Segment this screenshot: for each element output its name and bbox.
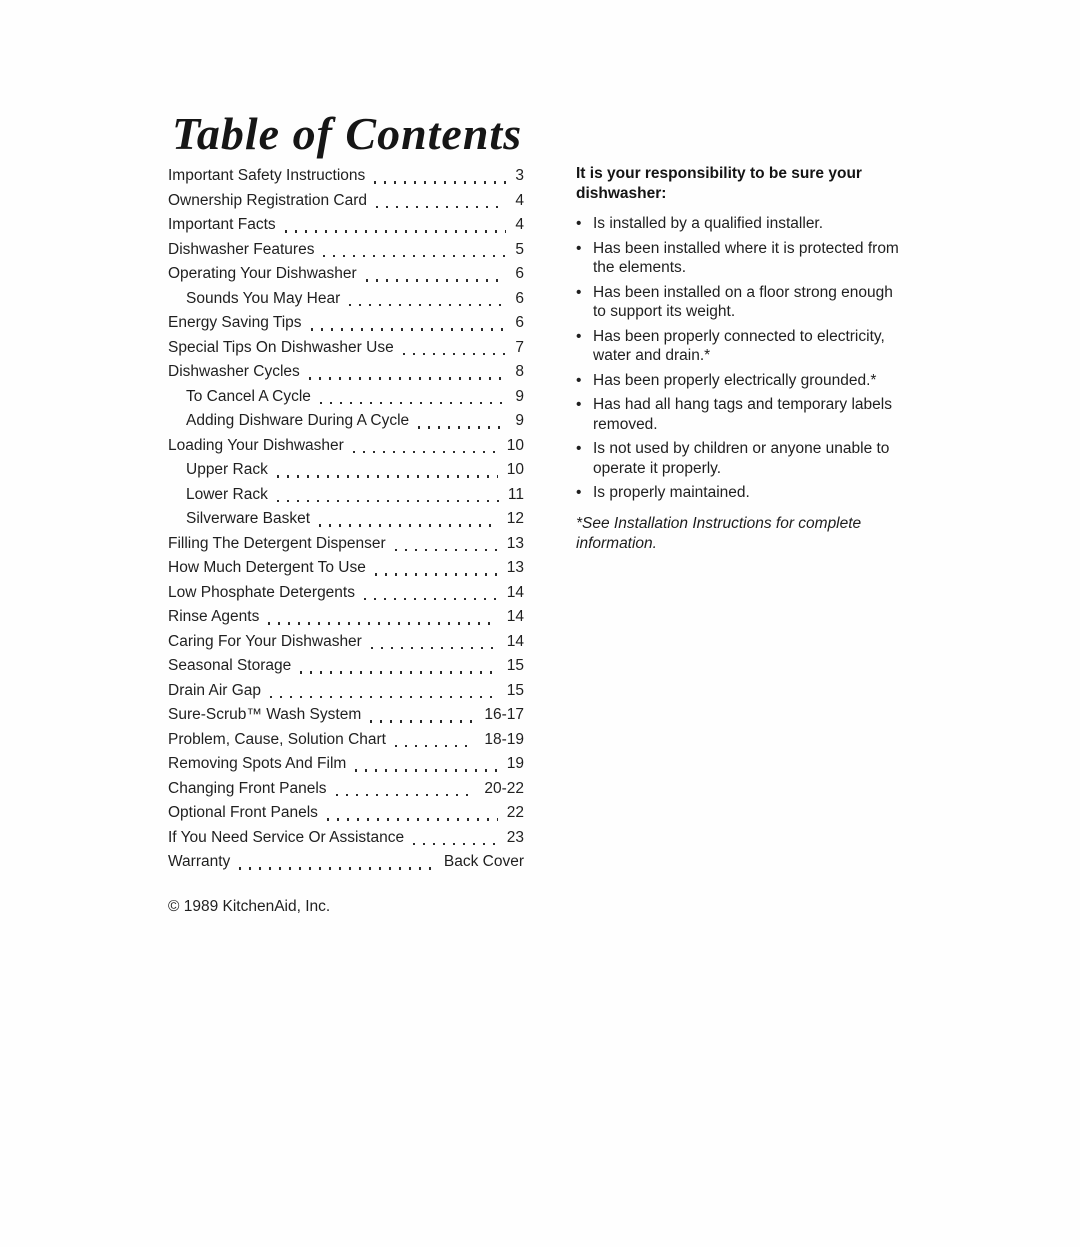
dot-leader xyxy=(371,647,498,649)
dot-leader xyxy=(376,206,506,208)
toc-entry-label: Silverware Basket xyxy=(186,510,311,527)
toc-entry-label: If You Need Service Or Assistance xyxy=(168,828,405,846)
toc-entry-label: Upper Rack xyxy=(186,461,268,478)
dot-leader xyxy=(370,720,475,722)
dot-leader xyxy=(311,328,507,330)
toc-entry-page: 18-19 xyxy=(484,730,524,748)
toc-entry xyxy=(168,385,524,410)
toc-entry-page: 8 xyxy=(515,363,524,380)
responsibility-bullet xyxy=(576,327,906,366)
toc-entry-label: How Much Detergent To Use xyxy=(168,559,366,576)
toc-entry xyxy=(168,213,524,238)
toc-entry-page: 14 xyxy=(506,583,524,601)
responsibility-bullet-text: Has been installed where it is protected from the elements. xyxy=(593,239,899,276)
toc-entry xyxy=(168,728,524,753)
dot-leader xyxy=(403,353,507,355)
responsibility-bullet xyxy=(576,439,906,478)
toc-entry-label: Sounds You May Hear xyxy=(186,289,341,307)
responsibility-bullet-text: Is installed by a qualified installer. xyxy=(593,215,824,232)
toc-entry-label: To Cancel A Cycle xyxy=(186,387,311,405)
toc-entry-label: Removing Spots And Film xyxy=(168,755,347,772)
toc-entry xyxy=(168,164,524,189)
dot-leader xyxy=(353,451,498,453)
toc-entry xyxy=(168,605,524,630)
toc-entry-label: Operating Your Dishwasher xyxy=(168,265,357,282)
toc-entry-label: Adding Dishware During A Cycle xyxy=(186,412,410,429)
toc-entry-label: Caring For Your Dishwasher xyxy=(168,632,362,650)
toc-entry-page: 9 xyxy=(515,412,524,429)
toc-entry xyxy=(168,801,524,826)
dot-leader xyxy=(277,475,498,477)
dot-leader xyxy=(366,279,507,281)
toc-entry-page: 22 xyxy=(506,804,524,821)
bullet-icon: • xyxy=(576,484,582,501)
toc-entry xyxy=(168,311,524,336)
responsibility-bullet-text: Has had all hang tags and temporary labels removed. xyxy=(593,396,892,433)
bullet-icon: • xyxy=(576,327,582,345)
toc-entry xyxy=(168,409,524,434)
toc-entry xyxy=(168,556,524,581)
toc-entry-label: Ownership Registration Card xyxy=(168,191,368,209)
responsibility-bullet-text: Is not used by children or anyone unable to operate it properly. xyxy=(593,440,890,477)
toc-entry-page: 7 xyxy=(515,338,524,356)
toc-entry xyxy=(168,238,524,263)
toc-entry xyxy=(168,752,524,777)
toc-entry xyxy=(168,630,524,655)
toc-entry-page: Back Cover xyxy=(443,853,524,870)
page-title: Table of Contents xyxy=(172,107,523,159)
dot-leader xyxy=(323,255,506,257)
dot-leader xyxy=(418,426,506,428)
toc-entry-page: 19 xyxy=(506,755,524,772)
toc-entry xyxy=(168,679,524,704)
toc-entry-page: 14 xyxy=(506,608,524,625)
responsibility-bullet-text: Is properly maintained. xyxy=(593,484,750,501)
toc-entry-label: Rinse Agents xyxy=(168,608,260,625)
toc-entry-page: 4 xyxy=(515,191,524,209)
toc-entry xyxy=(168,703,524,728)
dot-leader xyxy=(319,524,498,526)
toc-entry-page: 10 xyxy=(506,461,524,478)
toc-entry-page: 12 xyxy=(506,510,524,527)
toc-entry-label: Problem, Cause, Solution Chart xyxy=(168,730,386,748)
toc-entry-page: 13 xyxy=(506,534,524,552)
toc-entry-label: Important Safety Instructions xyxy=(168,167,366,184)
toc-entry-label: Changing Front Panels xyxy=(168,779,327,797)
toc-entry xyxy=(168,287,524,312)
responsibility-bullet-text: Has been installed on a floor strong enough to support its weight. xyxy=(593,283,893,320)
dot-leader xyxy=(268,622,497,624)
toc-entry-page: 15 xyxy=(506,681,524,699)
dot-leader xyxy=(395,745,475,747)
toc-entry-label: Energy Saving Tips xyxy=(168,314,302,331)
toc-entry-page: 14 xyxy=(506,632,524,650)
toc-entry-label: Filling The Detergent Dispenser xyxy=(168,534,386,552)
dot-leader xyxy=(300,671,498,673)
toc-entry-label: Dishwasher Cycles xyxy=(168,363,300,380)
toc-list xyxy=(168,164,524,875)
toc-entry xyxy=(168,654,524,679)
toc-entry-page: 3 xyxy=(515,167,524,184)
toc-entry-page: 6 xyxy=(515,265,524,282)
responsibility-bullet xyxy=(576,239,906,278)
bullet-icon: • xyxy=(576,239,582,257)
dot-leader xyxy=(355,769,497,771)
toc-entry xyxy=(168,850,524,875)
toc-entry-label: Sure-Scrub™ Wash System xyxy=(168,706,362,723)
toc-entry-page: 23 xyxy=(506,828,524,846)
toc-entry-label: Optional Front Panels xyxy=(168,804,318,821)
toc-entry xyxy=(168,360,524,385)
toc-entry-label: Drain Air Gap xyxy=(168,681,262,699)
toc-entry-page: 5 xyxy=(515,240,524,258)
responsibility-bullet xyxy=(576,371,906,391)
copyright-text: © 1989 KitchenAid, Inc. xyxy=(168,898,331,915)
toc-entry-label: Lower Rack xyxy=(186,485,268,503)
responsibility-bullet xyxy=(576,483,906,503)
responsibility-bullet-list xyxy=(576,214,906,503)
toc-entry xyxy=(168,532,524,557)
toc-entry-label: Seasonal Storage xyxy=(168,657,292,674)
bullet-icon: • xyxy=(576,396,582,413)
toc-entry xyxy=(168,458,524,483)
bullet-icon: • xyxy=(576,283,582,301)
toc-entry-page: 20-22 xyxy=(484,779,524,797)
dot-leader xyxy=(320,402,506,404)
dot-leader xyxy=(239,867,435,869)
responsibility-bullet xyxy=(576,283,906,322)
toc-entry-label: Important Facts xyxy=(168,216,276,233)
responsibility-heading: It is your responsibility to be sure your dishwasher: xyxy=(576,165,862,202)
toc-entry-page: 6 xyxy=(515,314,524,331)
responsibility-bullet xyxy=(576,395,906,434)
dot-leader xyxy=(375,573,498,575)
toc-entry xyxy=(168,483,524,508)
toc-entry xyxy=(168,434,524,459)
toc-entry-page: 9 xyxy=(515,387,524,405)
responsibility-section xyxy=(576,164,906,554)
dot-leader xyxy=(349,304,506,306)
dot-leader xyxy=(374,181,506,183)
bullet-icon: • xyxy=(576,371,582,389)
toc-entry-page: 6 xyxy=(515,289,524,307)
bullet-icon: • xyxy=(576,215,582,232)
toc-entry-page: 16-17 xyxy=(484,706,524,723)
dot-leader xyxy=(327,818,498,820)
dot-leader xyxy=(336,794,476,796)
dot-leader xyxy=(277,500,499,502)
toc-entry xyxy=(168,777,524,802)
toc-entry-page: 15 xyxy=(506,657,524,674)
dot-leader xyxy=(395,549,498,551)
toc-entry-label: Loading Your Dishwasher xyxy=(168,436,344,454)
responsibility-bullet-text: Has been properly connected to electricity, water and drain.* xyxy=(593,327,885,364)
dot-leader xyxy=(270,696,498,698)
dot-leader xyxy=(285,230,507,232)
toc-entry-label: Dishwasher Features xyxy=(168,240,315,258)
toc-entry xyxy=(168,336,524,361)
bullet-icon: • xyxy=(576,440,582,457)
toc-entry xyxy=(168,826,524,851)
responsibility-footnote: *See Installation Instructions for complete information. xyxy=(576,514,862,552)
dot-leader xyxy=(309,377,507,379)
toc-entry xyxy=(168,581,524,606)
toc-entry-label: Low Phosphate Detergents xyxy=(168,583,355,601)
toc-entry-page: 13 xyxy=(506,559,524,576)
toc-entry-page: 10 xyxy=(506,436,524,454)
responsibility-bullet xyxy=(576,214,906,234)
toc-entry-page: 11 xyxy=(507,485,524,503)
toc-entry-label: Warranty xyxy=(168,853,231,870)
dot-leader xyxy=(364,598,498,600)
toc-entry xyxy=(168,262,524,287)
toc-entry xyxy=(168,507,524,532)
responsibility-bullet-text: Has been properly electrically grounded.* xyxy=(593,371,877,389)
toc-entry xyxy=(168,189,524,214)
dot-leader xyxy=(413,843,498,845)
toc-entry-page: 4 xyxy=(515,216,524,233)
toc-entry-label: Special Tips On Dishwasher Use xyxy=(168,338,394,356)
